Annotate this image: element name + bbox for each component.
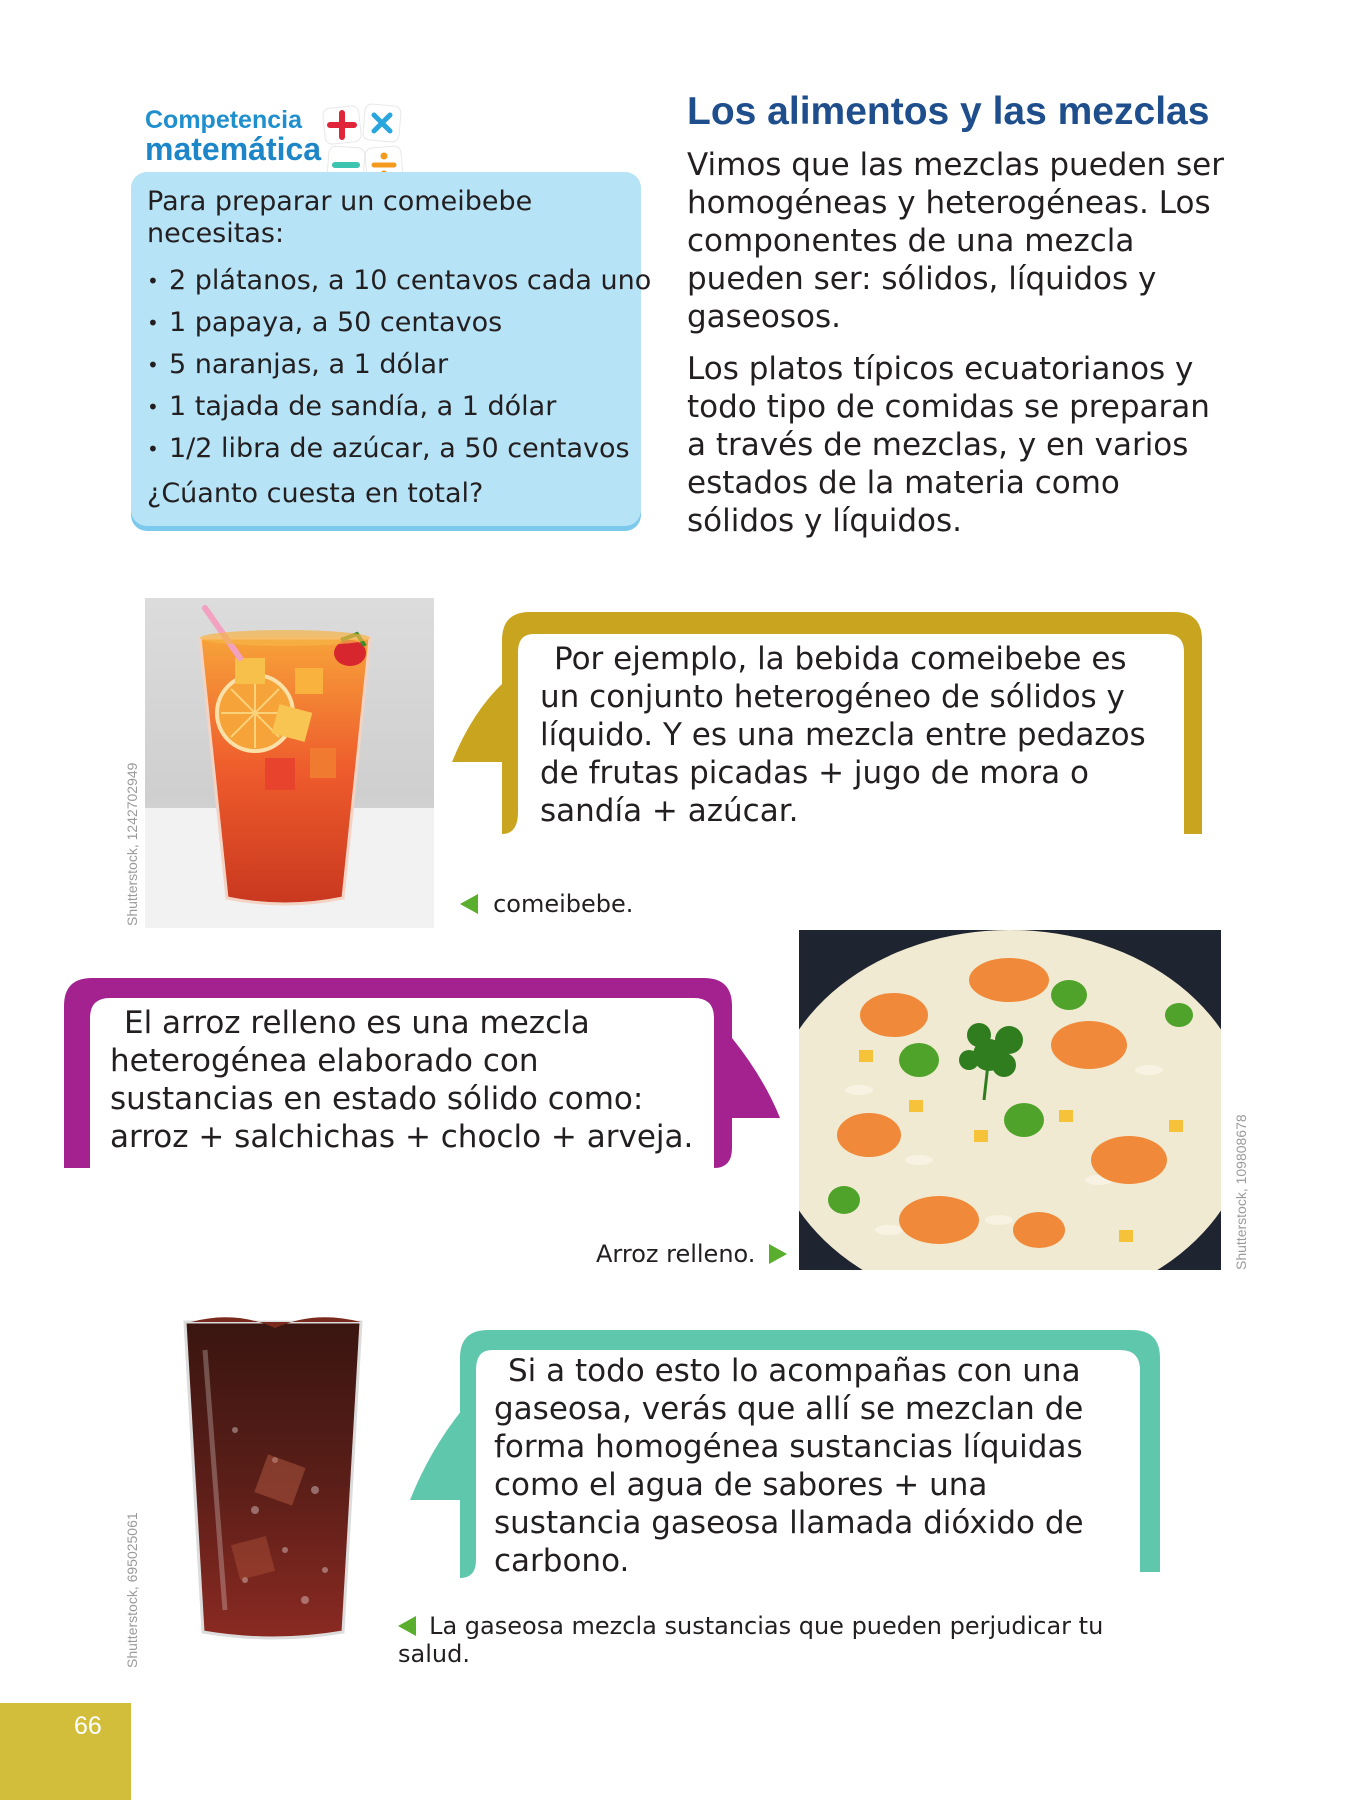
bubble-text-1: Por ejemplo, la bebida comeibebe es un conjunto heterogéneo de sólidos y líquido. Y es una mezcla entre pedazos de frutas picadas + jugo de mora o sandía + azúcar. (540, 641, 1146, 829)
competencia-title-line1: Competencia (145, 106, 302, 134)
section-title: Los alimentos y las mezclas (687, 90, 1210, 133)
caption-arrow-icon (460, 894, 478, 914)
photo-credit: Shutterstock, 695025061 (124, 1512, 140, 1668)
list-item: • 5 naranjas, a 1 dólar (147, 344, 631, 386)
list-item: • 1 tajada de sandía, a 1 dólar (147, 386, 631, 428)
page-number: 66 (74, 1712, 102, 1740)
photo-credit: Shutterstock, 109808678 (1233, 1114, 1249, 1270)
page-number-tab (0, 1703, 131, 1800)
bubble-text-3: Si a todo esto lo acompañas con una gaseosa, verás que allí se mezclan de forma homogénea sustancias líquidas como el agua de sabores + una sustancia gaseosa llamada dióxido de carbono. (494, 1353, 1084, 1579)
photo-credit: Shutterstock, 1242702949 (124, 762, 140, 926)
section-intro (687, 146, 1227, 554)
caption-comeibebe (460, 890, 633, 918)
caption-arroz (596, 1240, 787, 1268)
caption-text: comeibebe. (493, 890, 634, 918)
caption-arrow-icon (769, 1244, 787, 1264)
caption-gaseosa (398, 1612, 1158, 1668)
caption-text: La gaseosa mezcla sustancias que pueden perjudicar tu salud. (398, 1612, 1104, 1668)
comeibebe-photo (145, 598, 434, 928)
arroz-relleno-photo (799, 930, 1221, 1270)
competencia-question: ¿Cúanto cuesta en total? (147, 478, 484, 509)
competencia-intro: Para preparar un comeibebe necesitas: (147, 186, 533, 249)
paragraph: Vimos que las mezclas pueden ser homogéneas y heterogéneas. Los componentes de una mezcla pueden ser: sólidos, líquidos y gaseosos. (687, 147, 1224, 335)
ingredient-list (147, 260, 652, 470)
caption-text: Arroz relleno. (596, 1240, 756, 1268)
list-item: • 1/2 libra de azúcar, a 50 centavos (147, 428, 631, 470)
paragraph: Los platos típicos ecuatorianos y todo tipo de comidas se preparan a través de mezclas, y en varios estados de la materia como sólidos y líquidos. (687, 351, 1210, 539)
caption-arrow-icon (398, 1616, 416, 1636)
competencia-box (131, 172, 652, 526)
gaseosa-photo (165, 1310, 380, 1650)
list-item: • 1 papaya, a 50 centavos (147, 302, 631, 344)
competencia-title-line2: matemática (145, 131, 322, 167)
bubble-text-2: El arroz relleno es una mezcla heterogénea elaborado con sustancias en estado sólido como: arroz + salchichas + choclo + arveja. (110, 1005, 694, 1155)
list-item: • 2 plátanos, a 10 centavos cada uno (147, 260, 631, 302)
competencia-title (145, 108, 321, 165)
